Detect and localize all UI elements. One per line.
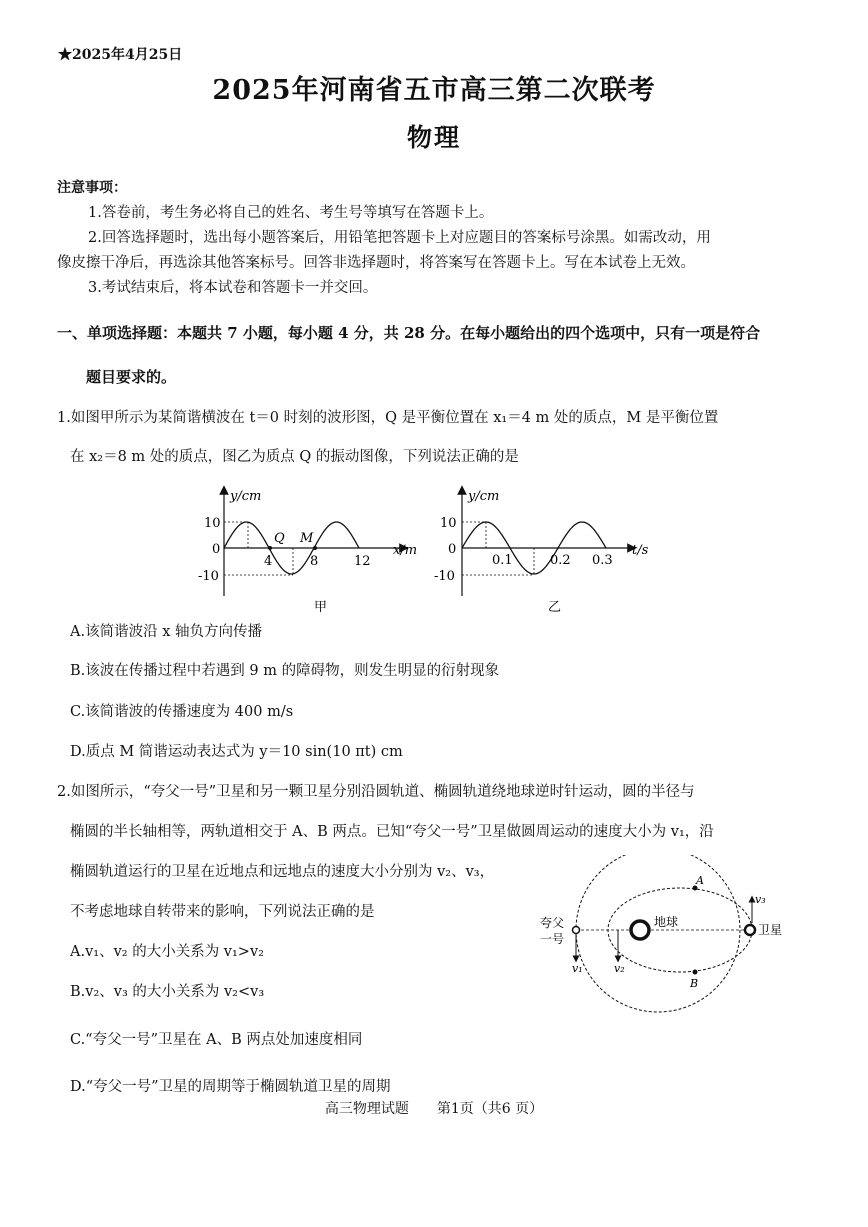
jia-xtick-12: 12 — [354, 554, 371, 569]
circular-orbit — [576, 855, 740, 1012]
yi-xtick-01: 0.1 — [492, 553, 513, 568]
jia-ylabel: y/cm — [230, 489, 262, 504]
notice-item-3: 3.考试结束后，将本试卷和答题卡一并交回。 — [88, 280, 378, 296]
q1-option-d: D.质点 M 简谐运动表达式为 y＝10 sin(10 πt) cm — [70, 744, 403, 760]
elliptic-satellite — [745, 925, 755, 935]
jia-xlabel: x/m — [393, 543, 418, 558]
label-v1: v₁ — [572, 962, 583, 975]
q2-stem-line2: 椭圆的半长轴相等，两轨道相交于 A、B 两点。已知“夸父一号”卫星做圆周运动的速度大小为 v₁，沿 — [70, 824, 714, 840]
label-v3: v₃ — [755, 893, 766, 906]
q1-stem-line1: 1.如图甲所示为某简谐横波在 t＝0 时刻的波形图，Q 是平衡位置在 x₁＝4 m 处的质点，M 是平衡位置 — [57, 410, 719, 426]
exam-date: ★2025年4月25日 — [58, 47, 183, 63]
q1-option-a: A.该简谐波沿 x 轴负方向传播 — [70, 624, 262, 640]
yi-xtick-03: 0.3 — [592, 553, 613, 568]
q1-option-c: C.该简谐波的传播速度为 400 m/s — [70, 704, 294, 720]
section-heading: 一、单项选择题：本题共 7 小题，每小题 4 分，共 28 分。在每小题给出的四个选项中，只有一项是符合 — [57, 324, 761, 342]
kuafu-label-2: 一号 — [540, 932, 565, 946]
q2-stem-line1: 2.如图所示，“夸父一号”卫星和另一颗卫星分别沿圆轨道、椭圆轨道绕地球逆时针运动，圆的半径与 — [57, 784, 695, 800]
yi-xlabel: t/s — [632, 543, 649, 558]
label-a: A — [696, 874, 704, 887]
yi-xtick-02: 0.2 — [550, 553, 571, 568]
point-m — [313, 546, 317, 550]
jia-ytick-neg10: -10 — [198, 569, 219, 584]
page-footer: 高三物理试题 第1页（共6 页） — [324, 1101, 544, 1117]
label-b: B — [690, 977, 699, 990]
jia-caption: 甲 — [314, 600, 328, 615]
kuafu-label-1: 夸父 — [540, 916, 565, 930]
q2-option-c: C.“夸父一号”卫星在 A、B 两点处加速度相同 — [70, 1032, 363, 1048]
q2-option-d: D.“夸父一号”卫星的周期等于椭圆轨道卫星的周期 — [70, 1079, 391, 1095]
exam-title: 2025年河南省五市高三第二次联考 — [212, 75, 656, 106]
q2-stem-line4: 不考虑地球自转带来的影响，下列说法正确的是 — [70, 904, 375, 920]
yi-ytick-10: 10 — [440, 516, 457, 531]
notice-item-2-cont: 像皮擦干净后，再选涂其他答案标号。回答非选择题时，将答案写在答题卡上。写在本试卷上无效。 — [57, 255, 695, 271]
yi-ytick-0: 0 — [448, 542, 457, 557]
satellite-label: 卫星 — [758, 923, 783, 937]
yi-ylabel: y/cm — [468, 489, 500, 504]
jia-ytick-0: 0 — [212, 542, 221, 557]
label-m: M — [300, 531, 314, 546]
notice-item-1: 1.答卷前，考生务必将自己的姓名、考生号等填写在答题卡上。 — [88, 205, 494, 221]
figure-orbits — [530, 855, 800, 1025]
q1-stem-line2: 在 x₂＝8 m 处的质点，图乙为质点 Q 的振动图像，下列说法正确的是 — [70, 449, 519, 465]
figure-yi-vibration — [426, 484, 666, 616]
point-q — [268, 546, 272, 550]
earth-label: 地球 — [654, 915, 679, 929]
q2-option-a: A.v₁、v₂ 的大小关系为 v₁>v₂ — [70, 944, 264, 960]
yi-caption: 乙 — [548, 600, 562, 615]
q2-stem-line3: 椭圆轨道运行的卫星在近地点和远地点的速度大小分别为 v₂、v₃， — [70, 864, 495, 880]
jia-ytick-10: 10 — [204, 516, 221, 531]
q1-option-b: B.该波在传播过程中若遇到 9 m 的障碍物，则发生明显的衍射现象 — [70, 663, 500, 679]
figure-jia-wave — [190, 484, 430, 616]
label-v2: v₂ — [614, 962, 625, 975]
kuafu-satellite — [573, 927, 580, 934]
notice-heading: 注意事项： — [57, 180, 127, 196]
subject-title: 物理 — [406, 123, 461, 152]
jia-xtick-8: 8 — [310, 554, 319, 569]
point-b — [693, 970, 698, 975]
notice-item-2: 2.回答选择题时，选出每小题答案后，用铅笔把答题卡上对应题目的答案标号涂黑。如需改动，用 — [88, 230, 711, 246]
section-heading-cont: 题目要求的。 — [86, 368, 177, 386]
earth — [631, 921, 649, 939]
yi-ytick-neg10: -10 — [434, 569, 455, 584]
label-q: Q — [274, 531, 285, 546]
jia-xtick-4: 4 — [264, 554, 273, 569]
q2-option-b: B.v₂、v₃ 的大小关系为 v₂<v₃ — [70, 984, 265, 1000]
